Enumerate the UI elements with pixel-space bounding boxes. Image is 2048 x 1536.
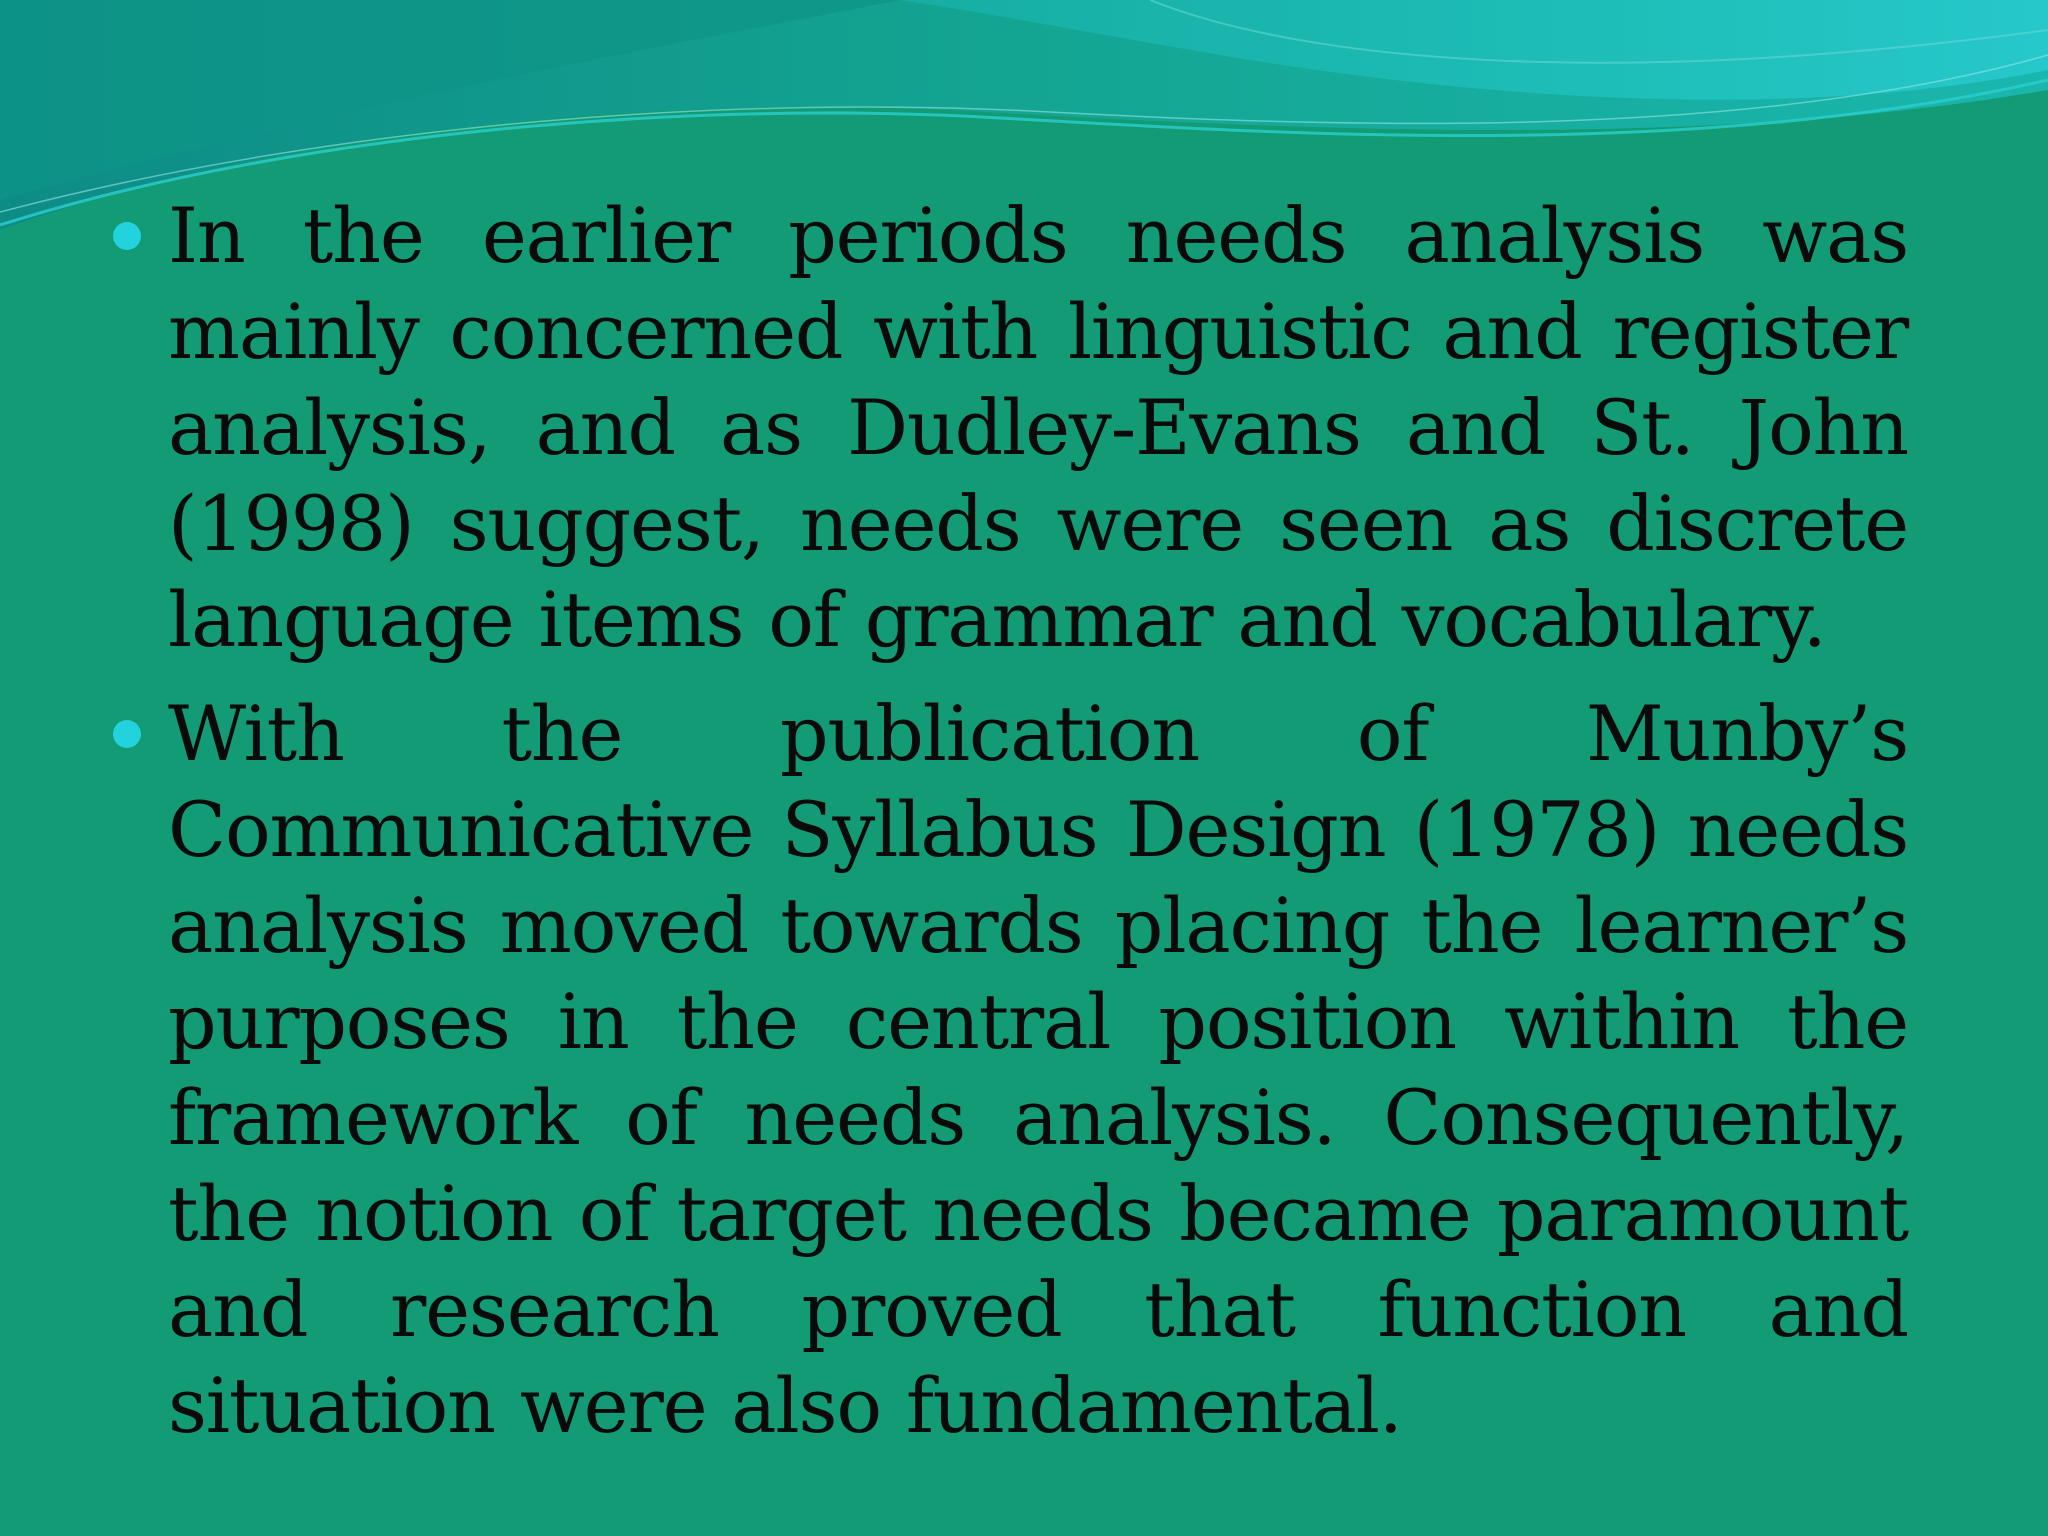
bullet-text: With the publication of Munby’s Communicative Syllabus Design (1978) needs analysis moved towards placing the learner’s purposes in the central position within the framework of needs analysis. Consequently, the notion of target needs became paramount and research proved that function and situation were also fundamental. xyxy=(168,689,1908,1450)
bullet-dot-icon xyxy=(113,720,141,748)
bullet-item xyxy=(110,188,1908,668)
bullet-list xyxy=(110,188,1908,1472)
bullet-dot-icon xyxy=(113,222,141,250)
bullet-item xyxy=(110,686,1908,1454)
bullet-text: In the earlier periods needs analysis was mainly concerned with linguistic and register analysis, and as Dudley-Evans and St. John (1998) suggest, needs were seen as discrete language items of grammar and vocabulary. xyxy=(168,191,1908,664)
